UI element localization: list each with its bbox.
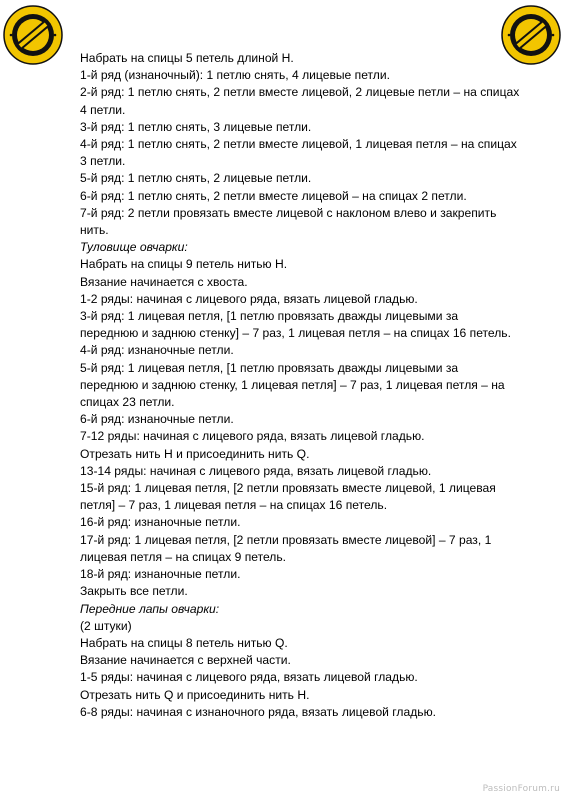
instruction-line: 5-й ряд: 1 петлю снять, 2 лицевые петли. — [80, 171, 312, 186]
instruction-line: лицевая петля – на спицах 9 петель. — [80, 549, 287, 564]
instruction-line: 6-й ряд: изнаночные петли. — [80, 412, 234, 427]
instruction-line: 16-й ряд: изнаночные петли. — [80, 515, 241, 530]
instruction-line: Вязание начинается с верхней части. — [80, 653, 291, 668]
pdf-change-seal-icon — [2, 4, 64, 66]
instruction-line: 1-5 ряды: начиная с лицевого ряда, вязать лицевой гладью. — [80, 670, 418, 685]
instruction-line: 18-й ряд: изнаночные петли. — [80, 567, 241, 582]
instruction-line: Отрезать нить Q и присоединить нить Н. — [80, 687, 310, 702]
instruction-line: 6-й ряд: 1 петлю снять, 2 петли вместе лицевой – на спицах 2 петли. — [80, 188, 467, 203]
instruction-line: 3-й ряд: 1 петлю снять, 3 лицевые петли. — [80, 119, 312, 134]
instruction-line: Набрать на спицы 8 петель нитью Q. — [80, 635, 288, 650]
instruction-line: 1-й ряд (изнаночный): 1 петлю снять, 4 лицевые петли. — [80, 68, 390, 83]
instruction-line: 3 петли. — [80, 154, 126, 169]
section-heading: Туловище овчарки: — [80, 240, 188, 255]
pdf-change-logo-left — [2, 4, 64, 66]
instruction-line: Вязание начинается с хвоста. — [80, 274, 248, 289]
instruction-line: петля] – 7 раз, 1 лицевая петля – на спицах 16 петель. — [80, 498, 388, 513]
instruction-line: переднюю и заднюю стенку, 1 лицевая петля] – 7 раз, 1 лицевая петля – на — [80, 377, 505, 392]
instruction-line: 17-й ряд: 1 лицевая петля, [2 петли провязать вместе лицевой] – 7 раз, 1 — [80, 532, 492, 547]
instruction-line: переднюю и заднюю стенку] – 7 раз, 1 лицевая петля – на спицах 16 петель. — [80, 326, 511, 341]
instruction-line: 6-8 ряды: начиная с изнаночного ряда, вязать лицевой гладью. — [80, 704, 437, 719]
instruction-line: 7-12 ряды: начиная с лицевого ряда, вязать лицевой гладью. — [80, 429, 425, 444]
instruction-line: 7-й ряд: 2 петли провязать вместе лицевой с наклоном влево и закрепить — [80, 205, 497, 220]
instruction-line: 13-14 ряды: начиная с лицевого ряда, вязать лицевой гладью. — [80, 463, 432, 478]
instruction-line: нить. — [80, 223, 109, 238]
instruction-line: (2 штуки) — [80, 618, 132, 633]
instruction-line: 3-й ряд: 1 лицевая петля, [1 петлю провязать дважды лицевыми за — [80, 309, 459, 324]
instruction-line: Набрать на спицы 5 петель длиной Н. — [80, 51, 294, 65]
instruction-line: 4-й ряд: изнаночные петли. — [80, 343, 234, 358]
watermark: PassionForum.ru — [482, 784, 560, 794]
instruction-line: Набрать на спицы 9 петель нитью Н. — [80, 257, 288, 272]
pattern-text — [80, 50, 540, 721]
instruction-line: спицах 23 петли. — [80, 395, 175, 410]
instruction-line: 4-й ряд: 1 петлю снять, 2 петли вместе лицевой, 1 лицевая петля – на спицах — [80, 137, 517, 152]
instruction-line: Отрезать нить Н и присоединить нить Q. — [80, 446, 310, 461]
instruction-line: 15-й ряд: 1 лицевая петля, [2 петли провязать вместе лицевой, 1 лицевая — [80, 481, 496, 496]
section-heading: Передние лапы овчарки: — [80, 601, 220, 616]
instruction-line: 5-й ряд: 1 лицевая петля, [1 петлю провязать дважды лицевыми за — [80, 360, 459, 375]
instruction-line: 4 петли. — [80, 102, 126, 117]
instruction-line: 1-2 ряды: начиная с лицевого ряда, вязать лицевой гладью. — [80, 291, 418, 306]
instruction-line: Закрыть все петли. — [80, 584, 188, 599]
instruction-line: 2-й ряд: 1 петлю снять, 2 петли вместе лицевой, 2 лицевые петли – на спицах — [80, 85, 520, 100]
